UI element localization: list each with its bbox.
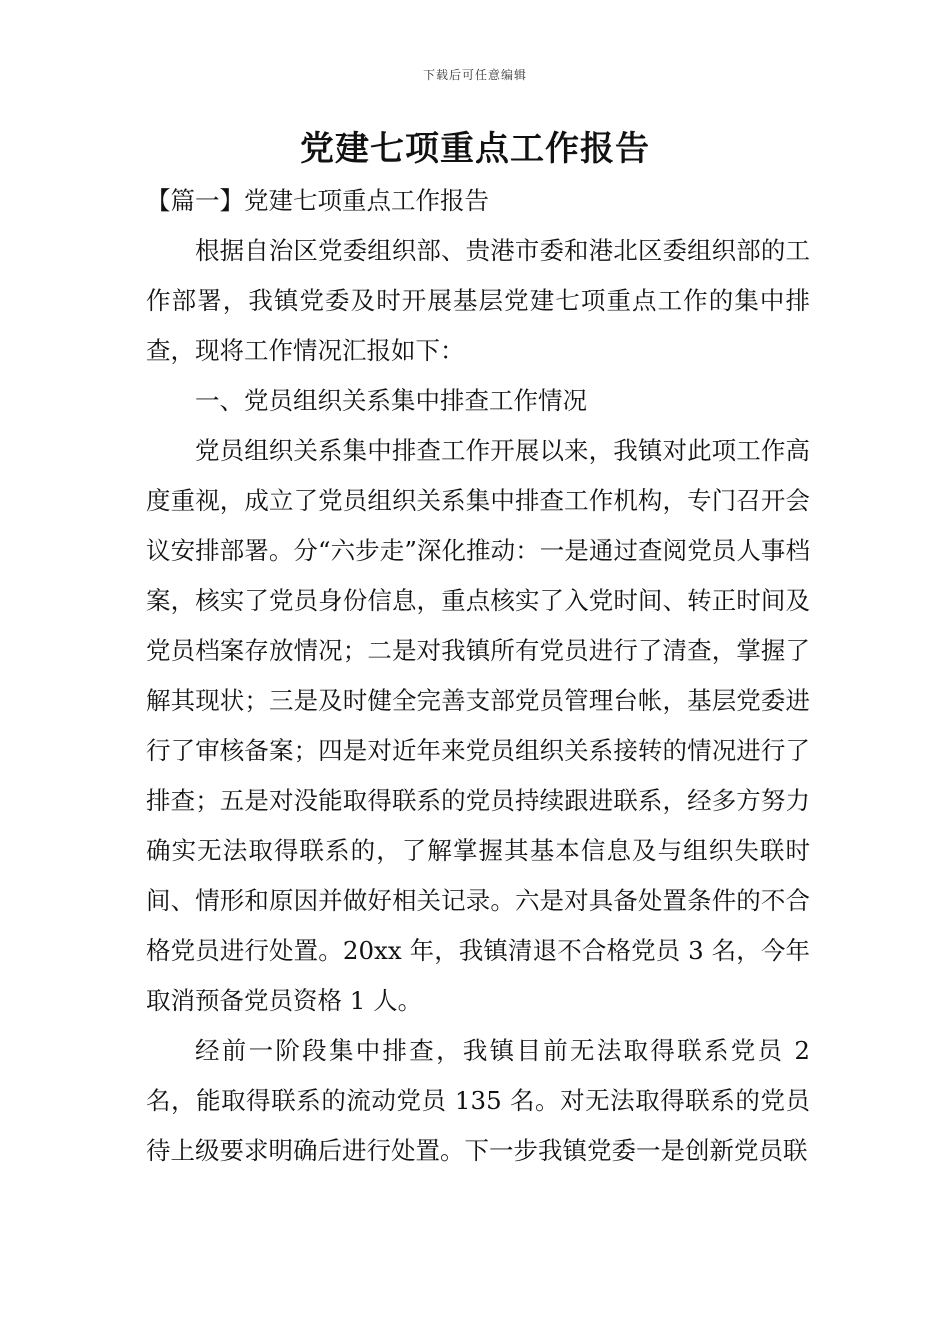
paragraph-review-results: 经前一阶段集中排查，我镇目前无法取得联系党员 2 名，能取得联系的流动党员 135 名。对无法取得联系的党员待上级要求明确后进行处置。下一步我镇党委一是创新党员联 (146, 1036, 810, 1165)
paragraph-intro: 根据自治区党委组织部、贵港市委和港北区委组织部的工作部署，我镇党委及时开展基层党建七项重点工作的集中排查，现将工作情况汇报如下： (146, 236, 810, 365)
paragraph-membership-review: 党员组织关系集中排查工作开展以来，我镇对此项工作高度重视，成立了党员组织关系集中排查工作机构，专门召开会议安排部署。分“六步走”深化推动：一是通过查阅党员人事档案，核实了党员身份信息，重点核实了入党时间、转正时间及党员档案存放情况；二是对我镇所有党员进行了清查，掌握了解其现状；三是及时健全完善支部党员管理台帐，基层党委进行了审核备案；四是对近年来党员组织关系接转的情况进行了排查；五是对没能取得联系的党员持续跟进联系，经多方努力确实无法取得联系的，了解掌握其基本信息及与组织失联时间、情形和原因并做好相关记录。六是对具备处置条件的不合格党员进行处置。20xx 年，我镇清退不合格党员 3 名，今年取消预备党员资格 1 人。 (146, 436, 810, 1015)
section-label: 【篇一】党建七项重点工作报告 (146, 186, 489, 215)
header-note: 下载后可任意编辑 (422, 68, 527, 82)
document-body (146, 176, 810, 1176)
section-heading-1: 一、党员组织关系集中排查工作情况 (195, 386, 587, 415)
document-title: 党建七项重点工作报告 (300, 129, 650, 169)
